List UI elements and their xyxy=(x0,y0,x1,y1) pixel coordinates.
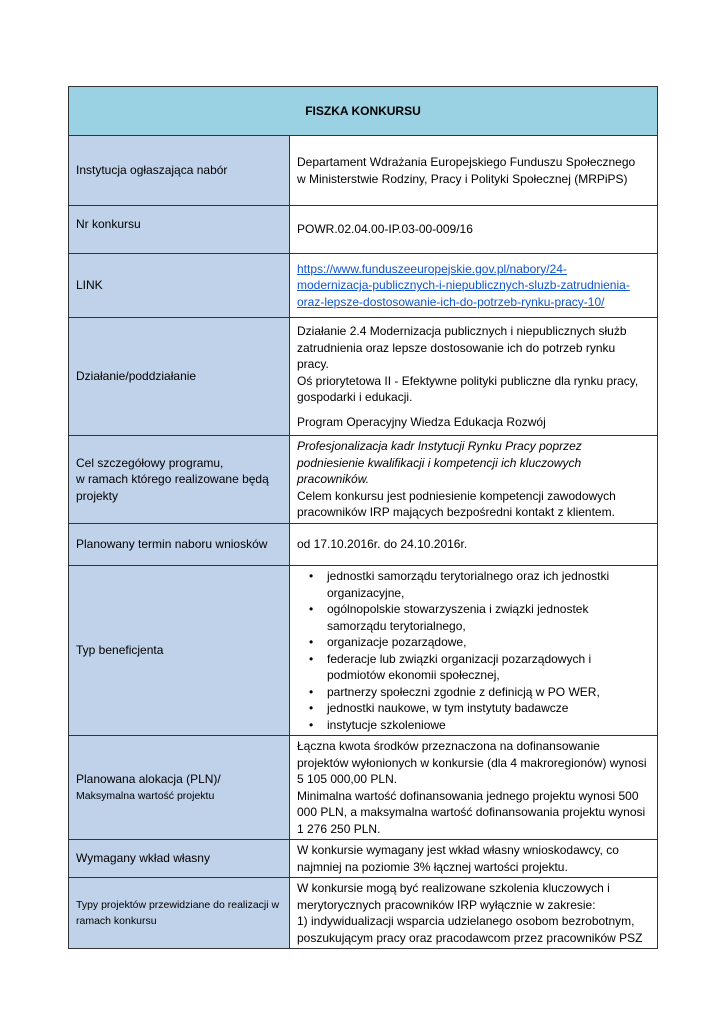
cel-italic-text: Profesjonalizacja kadr Instytucji Rynku Pracy poprzez podniesienie kwalifikacji i kompetencji ich kluczowych pracowników. xyxy=(297,439,582,487)
link-line1: https://www.funduszeeuropejskie.gov.pl/nabory/24- xyxy=(297,261,567,276)
row-alokacja xyxy=(69,736,658,840)
row-instytucja xyxy=(69,136,658,206)
value-instytucja xyxy=(290,136,658,206)
list-item: • organizacje pozarządowe, xyxy=(327,634,650,651)
row-link xyxy=(69,254,658,318)
value-dzialanie xyxy=(290,318,658,436)
value-alokacja xyxy=(290,736,658,840)
value-nr: POWR.02.04.00-IP.03-00-009/16 xyxy=(290,206,658,254)
label-wklad: Wymagany wkład własny xyxy=(69,840,290,878)
label-instytucja: Instytucja ogłaszająca nabór xyxy=(69,136,290,206)
typy-intro-text: W konkursie mogą być realizowane szkolenia kluczowych i merytorycznych pracowników IRP wyłącznie w zakresie: xyxy=(297,881,610,912)
competition-link[interactable] xyxy=(297,262,630,309)
beneficiary-list xyxy=(297,568,650,733)
value-link xyxy=(290,254,658,318)
list-item: • federacje lub związki organizacji pozarządowych i podmiotów ekonomii społecznej, xyxy=(327,651,650,684)
label-cel-line1: Cel szczegółowy programu, xyxy=(76,455,224,470)
value-termin: od 17.10.2016r. do 24.10.2016r. xyxy=(290,524,658,566)
row-wklad xyxy=(69,840,658,878)
link-line2: modernizacja-publicznych-i-niepublicznych-sluzb-zatrudnienia- xyxy=(297,278,630,293)
list-item: • jednostki naukowe, w tym instytuty badawcze xyxy=(327,700,650,717)
label-typy: Typy projektów przewidziane do realizacji w ramach konkursu xyxy=(69,878,290,949)
label-cel-line2: w ramach którego realizowane będą projekty xyxy=(76,472,269,503)
label-alokacja-line2: Maksymalna wartość projektu xyxy=(76,789,215,802)
row-nr xyxy=(69,206,658,254)
row-typy xyxy=(69,878,658,949)
row-cel xyxy=(69,436,658,524)
list-item: • partnerzy społeczni zgodnie z definicją w PO WER, xyxy=(327,684,650,701)
label-dzialanie: Działanie/poddziałanie xyxy=(69,318,290,436)
label-beneficjent: Typ beneficjenta xyxy=(69,566,290,736)
row-dzialanie xyxy=(69,318,658,436)
title-row xyxy=(69,87,658,136)
typy-point1-text: 1) indywidualizacji wsparcia udzielanego osobom bezrobotnym, poszukującym pracy oraz pracodawcom przez pracowników PSZ xyxy=(297,914,643,945)
value-typy xyxy=(290,878,658,949)
label-link: LINK xyxy=(69,254,290,318)
value-beneficjent xyxy=(290,566,658,736)
list-item: • ogólnopolskie stowarzyszenia i związki jednostek samorządu terytorialnego, xyxy=(327,601,650,634)
alokacja-total-text: Łączna kwota środków przeznaczona na dofinansowanie projektów wyłonionych w konkursie (dla 4 makroregionów) wynosi 5 105 000,00 PLN. xyxy=(297,739,647,786)
dzialanie-text: Działanie 2.4 Modernizacja publicznych i niepublicznych służb zatrudnienia oraz lepsze dostosowanie ich do potrzeb rynku pracy. xyxy=(297,324,627,371)
value-wklad: W konkursie wymagany jest wkład własny wnioskodawcy, co najmniej na poziomie 3% łącznej wartości projektu. xyxy=(290,840,658,878)
value-instytucja-line2: w Ministerstwie Rodziny, Pracy i Polityki Społecznej (MRPiPS) xyxy=(297,171,628,186)
value-instytucja-line1: Departament Wdrażania Europejskiego Funduszu Społecznego xyxy=(297,155,636,169)
list-item: • instytucje szkoleniowe xyxy=(327,717,650,734)
label-termin: Planowany termin naboru wniosków xyxy=(69,524,290,566)
label-alokacja-line1: Planowana alokacja (PLN)/ xyxy=(76,772,221,786)
cel-normal-text: Celem konkursu jest podniesienie kompetencji zawodowych pracowników IRP mających bezpośredni kontakt z klientem. xyxy=(297,488,616,520)
sheet-title: FISZKA KONKURSU xyxy=(69,87,658,136)
value-cel xyxy=(290,436,658,524)
label-alokacja xyxy=(69,736,290,840)
label-cel xyxy=(69,436,290,524)
program-text: Program Operacyjny Wiedza Edukacja Rozwój xyxy=(297,414,546,429)
link-line3: oraz-lepsze-dostosowanie-ich-do-potrzeb-rynku-pracy-10/ xyxy=(297,294,605,309)
row-beneficjent xyxy=(69,566,658,736)
competition-sheet-table xyxy=(68,86,658,949)
row-termin xyxy=(69,524,658,566)
os-priorytetowa-text: Oś priorytetowa II - Efektywne polityki publiczne dla rynku pracy, gospodarki i edukacji. xyxy=(297,373,639,404)
list-item: • jednostki samorządu terytorialnego oraz ich jednostki organizacyjne, xyxy=(327,568,650,601)
label-nr: Nr konkursu xyxy=(69,206,290,254)
alokacja-minmax-text: Minimalna wartość dofinansowania jednego projektu wynosi 500 000 PLN, a maksymalna wartość dofinansowania projektu wynosi 1 276 250 PLN. xyxy=(297,788,646,836)
